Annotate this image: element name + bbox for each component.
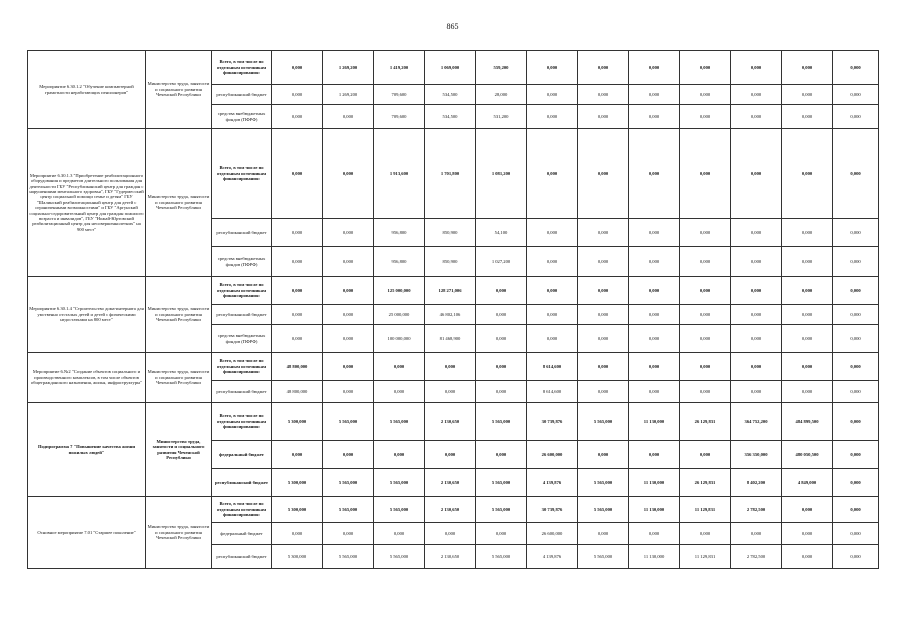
amount-cell: 5 565,000 [476,403,527,441]
amount-cell: 1 701,800 [425,129,476,219]
amount-cell: 709,600 [374,85,425,105]
amount-cell: 0,000 [833,523,879,545]
amount-cell: 484 899,500 [782,403,833,441]
amount-cell: 0,000 [782,129,833,219]
executor-name: Министерство труда, занятости и социального развития Чеченской Республики [146,277,212,353]
page-number: 865 [446,22,459,31]
amount-cell: 0,000 [731,129,782,219]
amount-cell: 356 350,000 [731,441,782,469]
amount-cell: 5 565,000 [578,497,629,523]
amount-cell: 5 565,000 [578,403,629,441]
amount-cell: 0,000 [578,129,629,219]
amount-cell: 0,000 [782,247,833,277]
amount-cell: 0,000 [731,381,782,403]
amount-cell: 364 752,200 [731,403,782,441]
amount-cell: 0,000 [323,353,374,381]
amount-cell: 0,000 [323,325,374,353]
amount-cell: 5 300,000 [272,403,323,441]
amount-cell: 0,000 [833,325,879,353]
amount-cell: 0,000 [374,441,425,469]
amount-cell: 0,000 [323,277,374,305]
amount-cell: 0,000 [782,105,833,129]
amount-cell: 0,000 [833,403,879,441]
funding-source: средства внебюджетных фондов (ПФРФ) [212,247,272,277]
amount-cell: 5 565,000 [476,497,527,523]
amount-cell: 0,000 [629,353,680,381]
measure-name: Мероприятие 6.30.1.2 "Обучение компьютерной грамотности неработающих пенсионеров" [28,51,146,129]
table-body [28,51,879,569]
amount-cell: 956,800 [374,247,425,277]
amount-cell: 11 130,000 [629,469,680,497]
amount-cell: 0,000 [527,105,578,129]
amount-cell: 30 739,876 [527,497,578,523]
amount-cell: 709,600 [374,105,425,129]
table-row [28,353,879,381]
amount-cell: 0,000 [272,441,323,469]
amount-cell: 0,000 [782,85,833,105]
amount-cell: 0,000 [680,305,731,325]
amount-cell: 11 129,831 [680,497,731,523]
amount-cell: 1 081,200 [476,129,527,219]
amount-cell: 0,000 [272,305,323,325]
amount-cell: 0,000 [629,129,680,219]
amount-cell: 0,000 [323,305,374,325]
amount-cell: 5 300,000 [272,545,323,569]
amount-cell: 0,000 [629,105,680,129]
amount-cell: 0,000 [680,247,731,277]
amount-cell: 0,000 [272,523,323,545]
amount-cell: 0,000 [782,497,833,523]
amount-cell: 0,000 [680,353,731,381]
amount-cell: 0,000 [833,545,879,569]
amount-cell: 5 565,000 [476,469,527,497]
amount-cell: 26 129,831 [680,403,731,441]
executor-name: Министерство труда, занятости и социального развития Чеченской Республики [146,353,212,403]
executor-name: Министерство труда, занятости и социального развития Чеченской Республики [146,403,212,497]
amount-cell: 0,000 [527,51,578,85]
amount-cell: 0,000 [833,219,879,247]
amount-cell: 0,000 [476,277,527,305]
amount-cell: 0,000 [629,247,680,277]
amount-cell: 0,000 [782,51,833,85]
amount-cell: 8 614,600 [527,381,578,403]
amount-cell: 26 600,000 [527,441,578,469]
amount-cell: 0,000 [680,219,731,247]
amount-cell: 11 130,000 [629,497,680,523]
funding-source: республиканский бюджет [212,219,272,247]
funding-source: средства внебюджетных фондов (ПФРФ) [212,325,272,353]
amount-cell: 28,000 [476,85,527,105]
amount-cell: 0,000 [833,85,879,105]
executor-name: Министерство труда, занятости и социального развития Чеченской Республики [146,129,212,277]
amount-cell: 0,000 [476,305,527,325]
amount-cell: 0,000 [323,441,374,469]
amount-cell: 8 614,600 [527,353,578,381]
amount-cell: 0,000 [833,353,879,381]
amount-cell: 0,000 [578,441,629,469]
amount-cell: 0,000 [527,325,578,353]
amount-cell: 5 565,000 [476,545,527,569]
amount-cell: 0,000 [578,353,629,381]
budget-table [27,50,879,569]
executor-name: Министерство труда, занятости и социального развития Чеченской Республики [146,497,212,569]
amount-cell: 5 565,000 [578,469,629,497]
amount-cell: 0,000 [527,129,578,219]
amount-cell: 5 565,000 [323,545,374,569]
amount-cell: 0,000 [833,305,879,325]
amount-cell: 0,000 [731,85,782,105]
amount-cell: 1 913,600 [374,129,425,219]
amount-cell: 30 739,876 [527,403,578,441]
amount-cell: 0,000 [323,105,374,129]
amount-cell: 4 139,876 [527,545,578,569]
amount-cell: 0,000 [272,105,323,129]
amount-cell: 0,000 [629,381,680,403]
funding-source: федеральный бюджет [212,523,272,545]
amount-cell: 0,000 [833,441,879,469]
amount-cell: 0,000 [527,305,578,325]
amount-cell: 0,000 [272,325,323,353]
amount-cell: 11 130,000 [629,545,680,569]
amount-cell: 0,000 [782,277,833,305]
funding-source: Всего, в том числе по отдельным источникам финансирования: [212,277,272,305]
amount-cell: 2 782,500 [731,545,782,569]
funding-source: федеральный бюджет [212,441,272,469]
amount-cell: 4 139,876 [527,469,578,497]
amount-cell: 0,000 [782,545,833,569]
amount-cell: 0,000 [680,129,731,219]
amount-cell: 0,000 [476,325,527,353]
amount-cell: 0,000 [782,305,833,325]
amount-cell: 2 130,650 [425,545,476,569]
amount-cell: 125 000,000 [374,277,425,305]
funding-source: средства внебюджетных фондов (ПФРФ) [212,105,272,129]
amount-cell: 0,000 [578,85,629,105]
amount-cell: 0,000 [272,219,323,247]
amount-cell: 2 130,650 [425,469,476,497]
amount-cell: 0,000 [272,129,323,219]
amount-cell: 0,000 [629,219,680,247]
amount-cell: 46 802,106 [425,305,476,325]
amount-cell: 0,000 [578,381,629,403]
amount-cell: 5 565,000 [374,497,425,523]
amount-cell: 25 000,000 [374,305,425,325]
executor-name: Министерство труда, занятости и социального развития Чеченской Республики [146,51,212,129]
amount-cell: 0,000 [680,381,731,403]
measure-name: Мероприятие 6.30.1.4 "Строительство дома-интерната для умственно отсталых детей и детей с физическими недостатками на 800 мест" [28,277,146,353]
amount-cell: 4 849,000 [782,469,833,497]
amount-cell: 0,000 [833,247,879,277]
amount-cell: 0,000 [782,353,833,381]
amount-cell: 0,000 [578,305,629,325]
amount-cell: 1 419,200 [374,51,425,85]
amount-cell: 0,000 [731,51,782,85]
funding-source: республиканский бюджет [212,545,272,569]
amount-cell: 11 129,831 [680,545,731,569]
amount-cell: 0,000 [782,523,833,545]
amount-cell: 2 130,650 [425,403,476,441]
amount-cell: 0,000 [374,353,425,381]
amount-cell: 5 565,000 [374,545,425,569]
amount-cell: 1 027,200 [476,247,527,277]
amount-cell: 0,000 [680,325,731,353]
amount-cell: 8 402,200 [731,469,782,497]
amount-cell: 0,000 [680,277,731,305]
amount-cell: 480 050,500 [782,441,833,469]
amount-cell: 0,000 [272,51,323,85]
amount-cell: 48 800,000 [272,353,323,381]
amount-cell: 0,000 [374,523,425,545]
amount-cell: 0,000 [629,51,680,85]
amount-cell: 0,000 [527,85,578,105]
amount-cell: 0,000 [578,219,629,247]
amount-cell: 0,000 [680,523,731,545]
amount-cell: 0,000 [476,353,527,381]
table-row [28,497,879,523]
amount-cell: 559,200 [476,51,527,85]
amount-cell: 0,000 [323,129,374,219]
funding-source: Всего, в том числе по отдельным источникам финансирования: [212,403,272,441]
amount-cell: 26 600,000 [527,523,578,545]
amount-cell: 5 565,000 [323,469,374,497]
amount-cell: 0,000 [272,277,323,305]
amount-cell: 0,000 [629,277,680,305]
amount-cell: 0,000 [425,441,476,469]
table-row [28,403,879,441]
amount-cell: 0,000 [731,105,782,129]
amount-cell: 0,000 [527,247,578,277]
amount-cell: 0,000 [578,523,629,545]
amount-cell: 0,000 [680,441,731,469]
amount-cell: 0,000 [272,247,323,277]
amount-cell: 54,100 [476,219,527,247]
amount-cell: 128 271,006 [425,277,476,305]
amount-cell: 0,000 [833,105,879,129]
amount-cell: 5 300,000 [272,469,323,497]
amount-cell: 956,800 [374,219,425,247]
amount-cell: 0,000 [476,523,527,545]
amount-cell: 0,000 [323,381,374,403]
amount-cell: 1 069,000 [425,51,476,85]
amount-cell: 0,000 [425,353,476,381]
amount-cell: 0,000 [833,381,879,403]
amount-cell: 0,000 [425,523,476,545]
amount-cell: 0,000 [272,85,323,105]
funding-source: Всего, в том числе по отдельным источникам финансирования: [212,353,272,381]
amount-cell: 5 565,000 [323,497,374,523]
amount-cell: 1 269,200 [323,51,374,85]
amount-cell: 0,000 [425,381,476,403]
amount-cell: 0,000 [833,277,879,305]
amount-cell: 5 565,000 [578,545,629,569]
amount-cell: 0,000 [629,305,680,325]
table-row [28,51,879,85]
amount-cell: 0,000 [629,325,680,353]
amount-cell: 0,000 [833,469,879,497]
amount-cell: 11 130,000 [629,403,680,441]
amount-cell: 534,500 [425,105,476,129]
amount-cell: 0,000 [731,523,782,545]
amount-cell: 2 782,500 [731,497,782,523]
amount-cell: 5 565,000 [323,403,374,441]
amount-cell: 5 565,000 [374,469,425,497]
amount-cell: 0,000 [782,381,833,403]
amount-cell: 0,000 [578,325,629,353]
amount-cell: 0,000 [731,277,782,305]
measure-name: Подпрограмма 7 "Повышение качества жизни пожилых людей" [28,403,146,497]
amount-cell: 81 468,900 [425,325,476,353]
amount-cell: 534,500 [425,85,476,105]
funding-source: Всего, в том числе по отдельным источникам финансирования: [212,497,272,523]
amount-cell: 0,000 [731,247,782,277]
amount-cell: 0,000 [680,51,731,85]
amount-cell: 0,000 [782,219,833,247]
amount-cell: 0,000 [731,219,782,247]
amount-cell: 0,000 [476,381,527,403]
table-row [28,129,879,219]
amount-cell: 48 800,000 [272,381,323,403]
funding-source: Всего, в том числе по отдельным источникам финансирования: [212,51,272,85]
amount-cell: 2 130,650 [425,497,476,523]
amount-cell: 850,900 [425,219,476,247]
amount-cell: 0,000 [731,325,782,353]
amount-cell: 26 129,831 [680,469,731,497]
amount-cell: 0,000 [629,85,680,105]
amount-cell: 0,000 [731,305,782,325]
funding-source: республиканский бюджет [212,469,272,497]
amount-cell: 0,000 [629,523,680,545]
amount-cell: 0,000 [833,129,879,219]
amount-cell: 0,000 [578,277,629,305]
funding-source: республиканский бюджет [212,381,272,403]
measure-name: Мероприятие 6.№2 "Создание объектов социального и производственного комплексов, в том числе объектов общегражданского назначения, жилья, инфраструктуры" [28,353,146,403]
amount-cell: 0,000 [476,441,527,469]
amount-cell: 0,000 [527,277,578,305]
amount-cell: 0,000 [629,441,680,469]
amount-cell: 0,000 [578,105,629,129]
amount-cell: 0,000 [374,381,425,403]
amount-cell: 0,000 [782,325,833,353]
amount-cell: 0,000 [731,353,782,381]
amount-cell: 0,000 [323,219,374,247]
amount-cell: 0,000 [833,497,879,523]
amount-cell: 100 000,000 [374,325,425,353]
amount-cell: 1 269,200 [323,85,374,105]
amount-cell: 0,000 [527,219,578,247]
amount-cell: 0,000 [578,247,629,277]
amount-cell: 531,200 [476,105,527,129]
amount-cell: 5 300,000 [272,497,323,523]
funding-source: республиканский бюджет [212,85,272,105]
amount-cell: 0,000 [323,247,374,277]
amount-cell: 850,900 [425,247,476,277]
amount-cell: 0,000 [833,51,879,85]
amount-cell: 0,000 [680,105,731,129]
funding-source: республиканский бюджет [212,305,272,325]
measure-name: Мероприятие 6.30.1.3 "Приобретение реабилитационного оборудования и предметов длительного пользования для деятельности ГБУ "Республиканский центр для граждан с нарушениями ментального здоровья", ГБУ "Гудермесский центр социальной помощи семье и детям" ГБУ "Шалинский реабилитационный центр для детей с ограниченными возможностями" и ГБУ "Аргунский социально-оздоровительный центр для граждан пожилого возраста и инвалидов", ГБУ "Ножай-Юртовский реабилитационный центр для несовершеннолетних" на 900 мест" [28,129,146,277]
amount-cell: 0,000 [578,51,629,85]
funding-source: Всего, в том числе по отдельным источникам финансирования: [212,129,272,219]
amount-cell: 0,000 [680,85,731,105]
measure-name: Основное мероприятие 7.01 "Старшее поколение" [28,497,146,569]
table-row [28,277,879,305]
amount-cell: 0,000 [323,523,374,545]
amount-cell: 5 565,000 [374,403,425,441]
